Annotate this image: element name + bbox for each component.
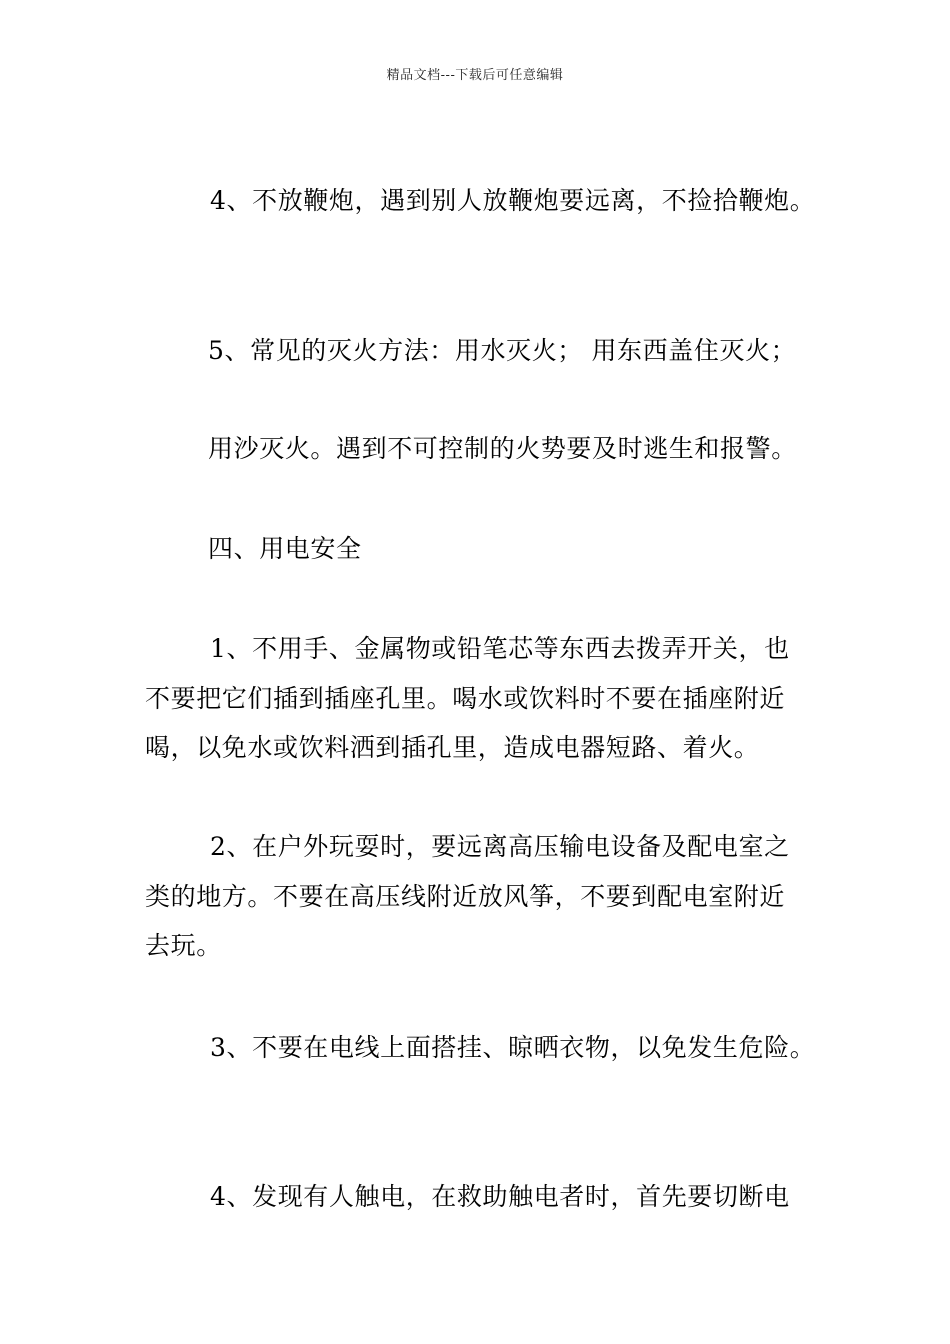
page-header: 精品文档---下载后可任意编辑 (386, 68, 564, 83)
text-line-rule-1-cont-a: 不要把它们插到插座孔里。喝水或饮料时不要在插座附近 (145, 684, 786, 713)
text-line-rule-2-cont-a: 类的地方。不要在高压线附近放风筝，不要到配电室附近 (145, 882, 786, 911)
text-line-rule-1-cont-b: 喝，以免水或饮料洒到插孔里，造成电器短路、着火。 (145, 733, 760, 762)
text-line-rule-1: 1、不用手、金属物或铅笔芯等东西去拨弄开关，也 (210, 634, 790, 663)
text-line-rule-4: 4、发现有人触电，在救助触电者时，首先要切断电 (210, 1182, 790, 1211)
text-line-rule-3: 3、不要在电线上面搭挂、晾晒衣物，以免发生危险。 (210, 1033, 816, 1062)
text-line-firecracker-rule: 4、不放鞭炮，遇到别人放鞭炮要远离，不捡拾鞭炮。 (210, 186, 816, 215)
text-line-extinguish-methods: 5、常见的灭火方法：用水灭火； 用东西盖住灭火； (208, 336, 797, 365)
text-line-extinguish-methods-cont: 用沙灭火。遇到不可控制的火势要及时逃生和报警。 (208, 434, 797, 463)
text-line-rule-2-cont-b: 去玩。 (145, 931, 222, 960)
text-line-rule-2: 2、在户外玩耍时，要远离高压输电设备及配电室之 (210, 832, 790, 861)
section-heading-electrical-safety: 四、用电安全 (208, 534, 362, 563)
